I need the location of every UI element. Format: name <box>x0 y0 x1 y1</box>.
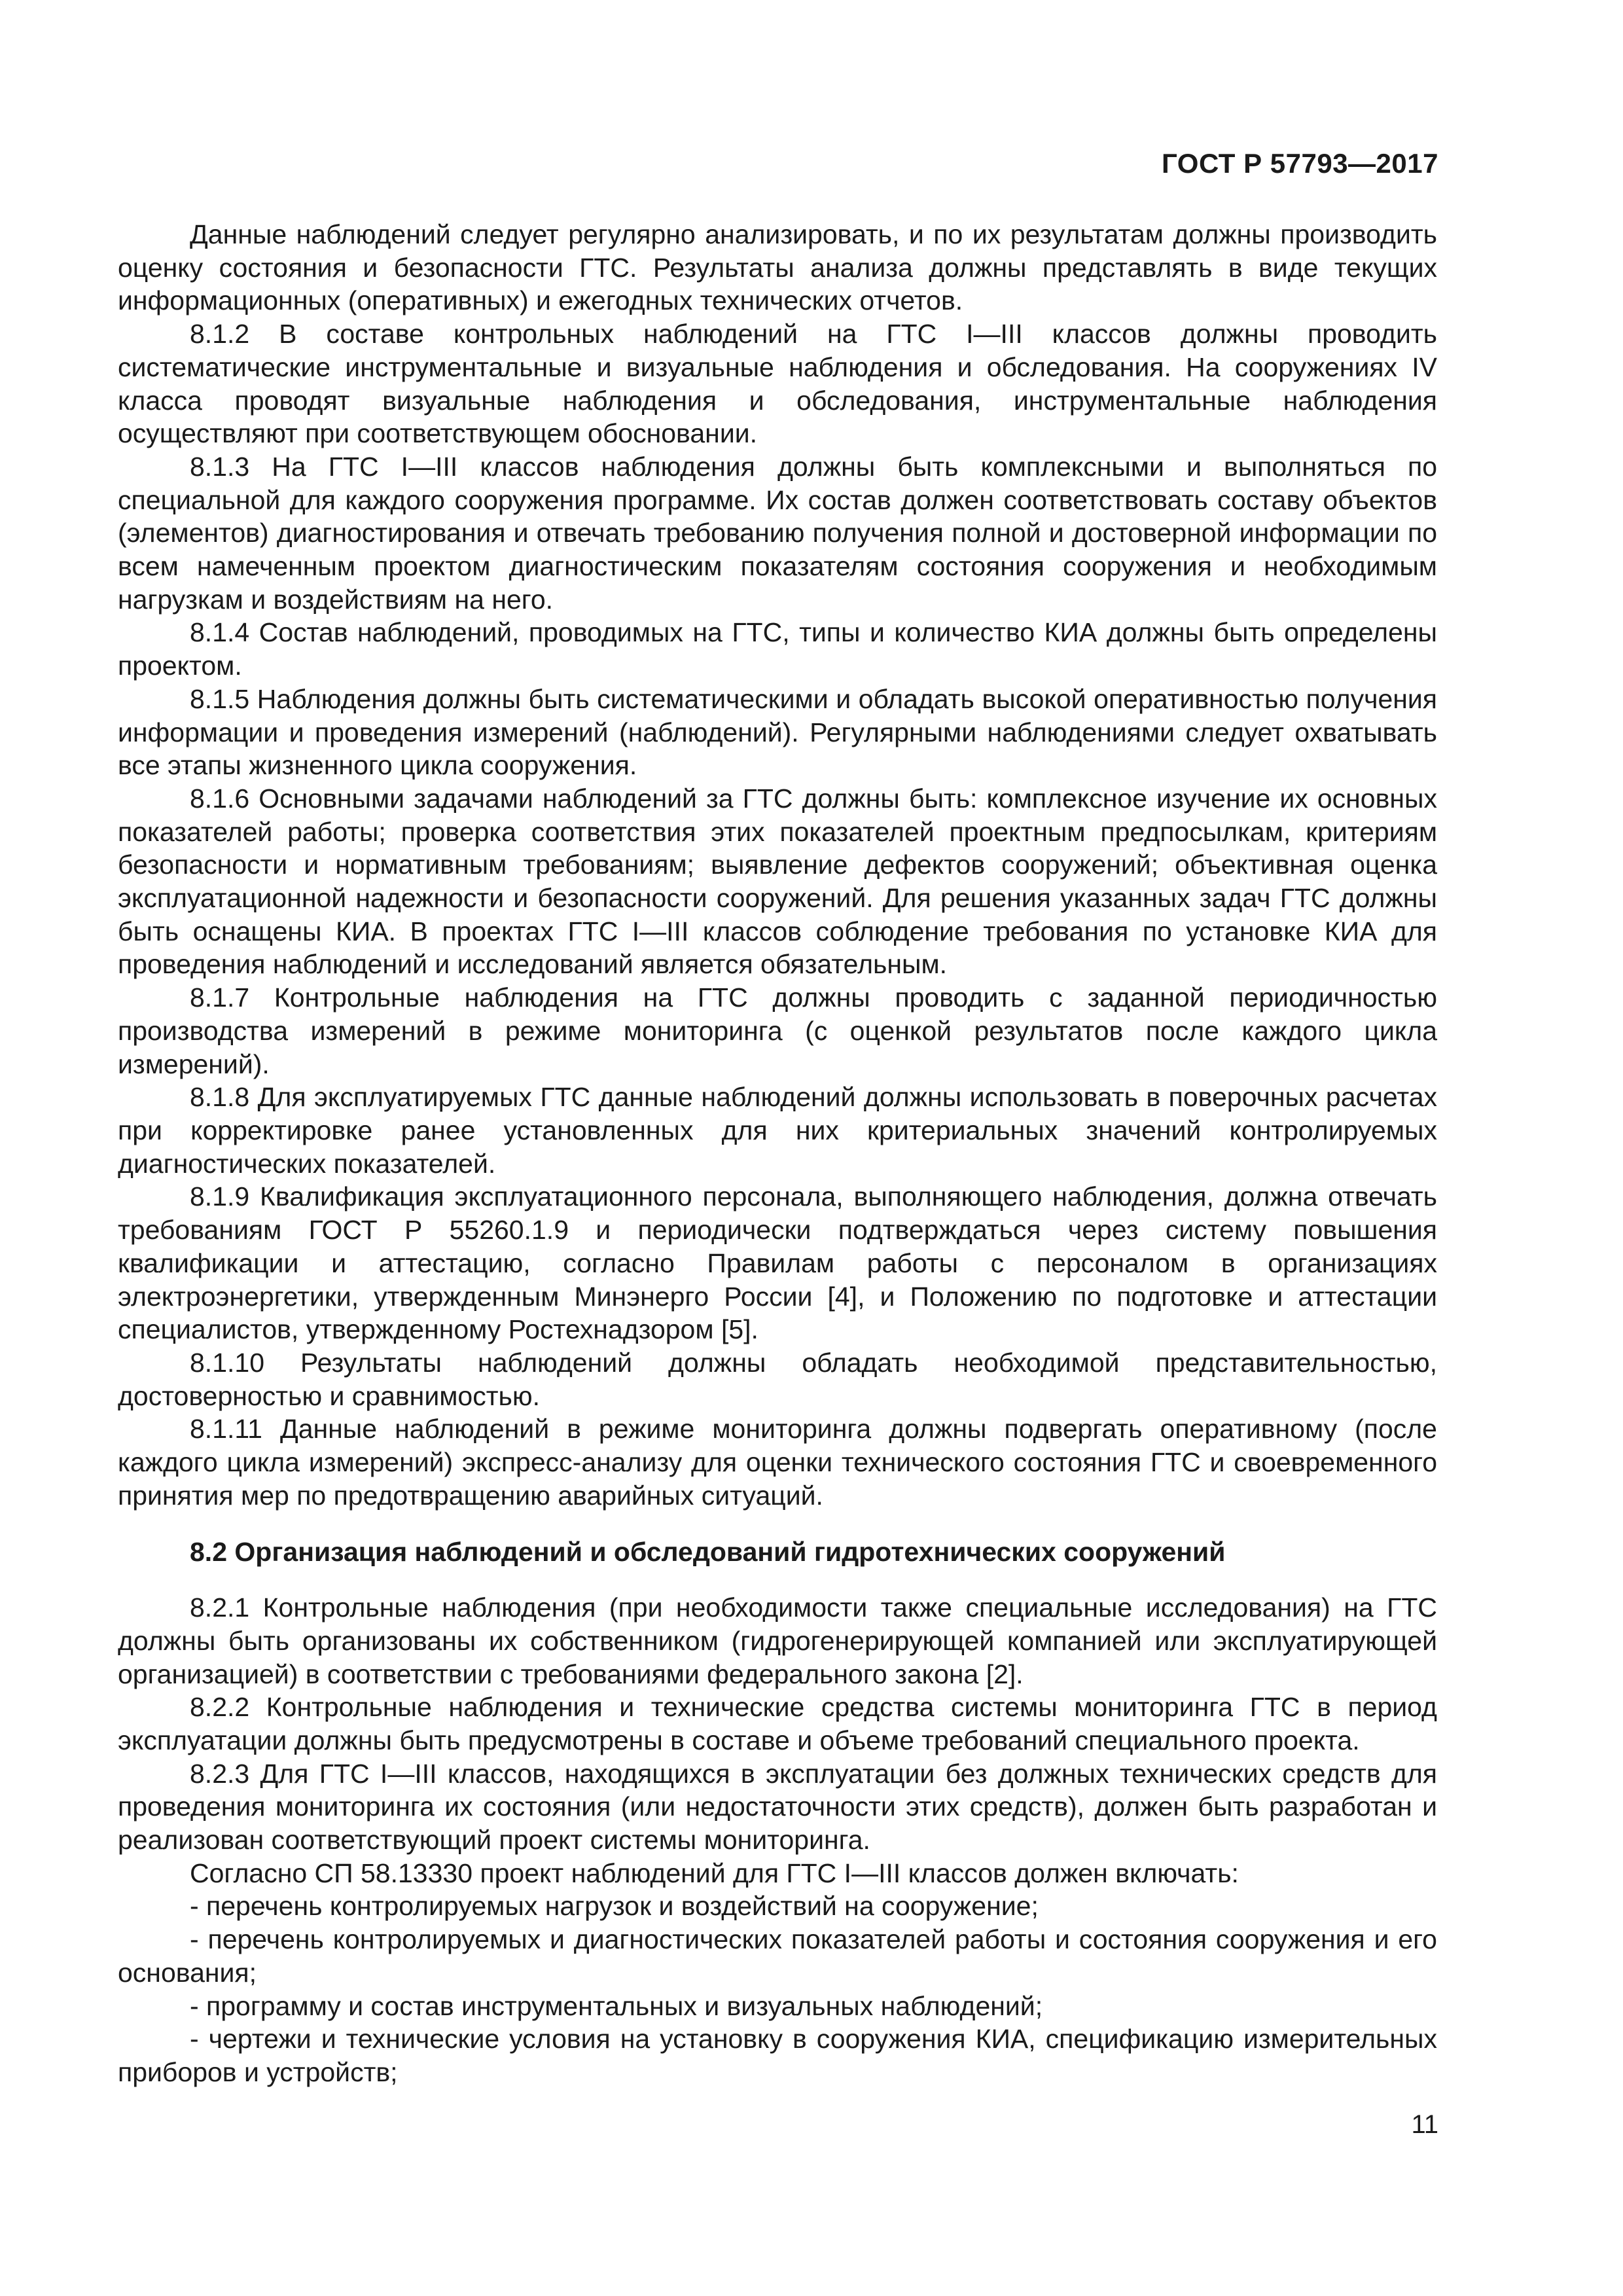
paragraph-8-1-11: 8.1.11 Данные наблюдений в режиме мониторинга должны подвергать оперативному (после каждого цикла измерений) экспресс-анализу для оценки технического состояния ГТС и своевременного принятия мер по предотвращению аварийных ситуаций. <box>118 1414 1437 1511</box>
paragraph-8-1-2: 8.1.2 В составе контрольных наблюдений на ГТС I—III классов должны проводить систематические инструментальные и визуальные наблюдения и обследования. На сооружениях IV класса проводят визуальные наблюдения и обследования, инструментальные наблюдения осуществляют при соответствующем обосновании. <box>118 319 1437 449</box>
paragraph-list-intro: Согласно СП 58.13330 проект наблюдений для ГТС I—III классов должен включать: <box>190 1857 1239 1888</box>
paragraph-8-1-6: 8.1.6 Основными задачами наблюдений за ГТС должны быть: комплексное изучение их основных показателей работы; проверка соответствия этих показателей проектным предпосылкам, критериям безопасности и нормативным требованиям; выявление дефектов сооружений; объективная оценка эксплуатационной надежности и безопасности сооружений. Для решения указанных задач ГТС должны быть оснащены КИА. В проектах ГТС I—III классов соблюдение требования по установке КИА для проведения наблюдений и исследований является обязательным. <box>118 783 1437 980</box>
paragraph-intro: Данные наблюдений следует регулярно анализировать, и по их результатам должны производить оценку состояния и безопасности ГТС. Результаты анализа должны представлять в виде текущих информационных (оперативных) и ежегодных технических отчетов. <box>118 219 1437 316</box>
paragraph-8-1-10: 8.1.10 Результаты наблюдений должны обладать необходимой представительностью, достоверностью и сравнимостью. <box>118 1347 1437 1411</box>
standard-code-header: ГОСТ Р 57793—2017 <box>1162 148 1438 179</box>
list-item: - перечень контролируемых и диагностических показателей работы и состояния сооружения и его основания; <box>118 1924 1437 1988</box>
list-item: - перечень контролируемых нагрузок и воздействий на сооружение; <box>190 1891 1039 1922</box>
section-heading-8-2: 8.2 Организация наблюдений и обследований гидротехнических сооружений <box>190 1537 1226 1568</box>
paragraph-8-2-3: 8.2.3 Для ГТС I—III классов, находящихся в эксплуатации без должных технических средств для проведения мониторинга их состояния (или недостаточности этих средств), должен быть разработан и реализован соответствующий проект системы мониторинга. <box>118 1758 1437 1856</box>
paragraph-8-1-4: 8.1.4 Состав наблюдений, проводимых на ГТС, типы и количество КИА должны быть определены проектом. <box>118 617 1437 681</box>
list-item: - чертежи и технические условия на установку в сооружения КИА, спецификацию измерительных приборов и устройств; <box>118 2024 1437 2087</box>
document-body <box>118 218 1437 2089</box>
list-item: - программу и состав инструментальных и визуальных наблюдений; <box>190 1990 1043 2021</box>
paragraph-8-1-9: 8.1.9 Квалификация эксплуатационного персонала, выполняющего наблюдения, должна отвечать требованиям ГОСТ Р 55260.1.9 и периодически подтверждаться через систему повышения квалификации и аттестацию, согласно Правилам работы с персоналом в организациях электроэнергетики, утвержденным Минэнерго России [4], и Положению по подготовке и аттестации специалистов, утвержденному Ростехнадзором [5]. <box>118 1181 1437 1345</box>
paragraph-8-1-3: 8.1.3 На ГТС I—III классов наблюдения должны быть комплексными и выполняться по специальной для каждого сооружения программе. Их состав должен соответствовать составу объектов (элементов) диагностирования и отвечать требованию получения полной и достоверной информации по всем намеченным проектом диагностическим показателям состояния сооружения и необходимым нагрузкам и воздействиям на него. <box>118 451 1437 615</box>
paragraph-8-2-1: 8.2.1 Контрольные наблюдения (при необходимости также специальные исследования) на ГТС должны быть организованы их собственником (гидрогенерирующей компанией или эксплуатирующей организацией) в соответствии с требованиями федерального закона [2]. <box>118 1592 1437 1689</box>
paragraph-8-1-8: 8.1.8 Для эксплуатируемых ГТС данные наблюдений должны использовать в поверочных расчетах при корректировке ранее установленных для них критериальных значений контролируемых диагностических показателей. <box>118 1082 1437 1179</box>
page-number: 11 <box>1411 2110 1438 2139</box>
paragraph-8-1-5: 8.1.5 Наблюдения должны быть систематическими и обладать высокой оперативностью получения информации и проведения измерений (наблюдений). Регулярными наблюдениями следует охватывать все этапы жизненного цикла сооружения. <box>118 683 1437 781</box>
paragraph-8-2-2: 8.2.2 Контрольные наблюдения и технические средства системы мониторинга ГТС в период эксплуатации должны быть предусмотрены в составе и объеме требований специального проекта. <box>118 1692 1437 1755</box>
paragraph-8-1-7: 8.1.7 Контрольные наблюдения на ГТС должны проводить с заданной периодичностью производства измерений в режиме мониторинга (с оценкой результатов после каждого цикла измерений). <box>118 982 1437 1079</box>
